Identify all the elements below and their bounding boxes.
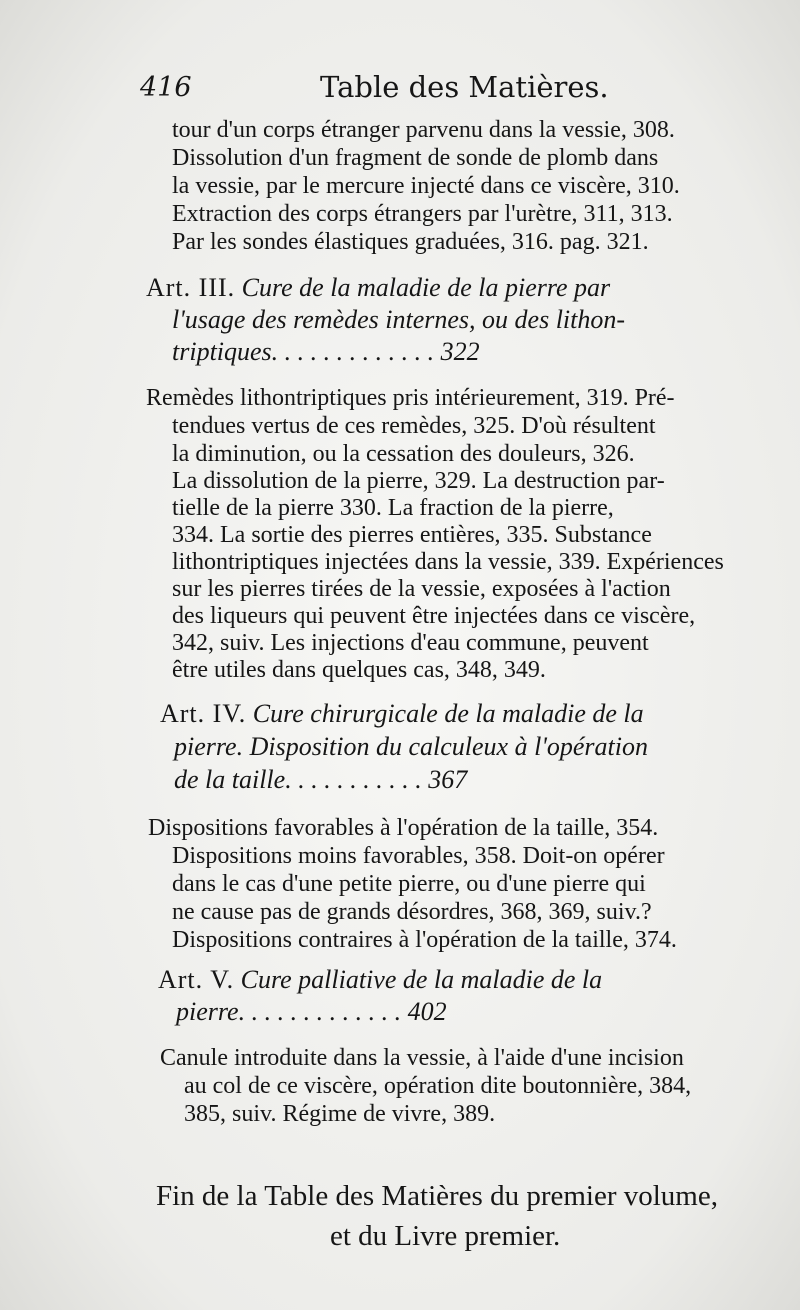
entry-line: La dissolution de la pierre, 329. La destruction par- <box>172 468 665 494</box>
article-3-title-end: triptiques. . . . . . . . . . . . . 322 <box>172 337 480 366</box>
entry-line: être utiles dans quelques cas, 348, 349. <box>172 657 546 683</box>
entry-line: la vessie, par le mercure injecté dans ce viscère, 310. <box>172 173 680 199</box>
entry-line: Dispositions favorables à l'opération de la taille, 354. <box>148 815 659 841</box>
entry-line: tendues vertus de ces remèdes, 325. D'où résultent <box>172 413 656 439</box>
article-4-heading <box>160 700 644 728</box>
article-4-title-end: de la taille. . . . . . . . . . . 367 <box>174 765 468 794</box>
page-header <box>140 70 620 116</box>
entry-line: Remèdes lithontriptiques pris intérieurement, 319. Pré- <box>146 385 675 411</box>
running-title: Table des Matières. <box>320 70 609 104</box>
entry-line: tour d'un corps étranger parvenu dans la vessie, 308. <box>172 117 675 143</box>
entry-line: tielle de la pierre 330. La fraction de la pierre, <box>172 495 614 521</box>
article-3-label: Art. III. <box>146 273 236 302</box>
article-5-title-end: pierre. . . . . . . . . . . . . 402 <box>176 997 447 1026</box>
entry-line: la diminution, ou la cessation des douleurs, 326. <box>172 441 635 467</box>
entry-line: Dispositions moins favorables, 358. Doit-on opérer <box>172 843 665 869</box>
entry-line: dans le cas d'une petite pierre, ou d'une pierre qui <box>172 871 646 897</box>
article-5-heading <box>158 966 602 994</box>
entry-line: ne cause pas de grands désordres, 368, 369, suiv.? <box>172 899 652 925</box>
entry-line: Dispositions contraires à l'opération de la taille, 374. <box>172 927 677 953</box>
entry-line: des liqueurs qui peuvent être injectées dans ce viscère, <box>172 603 696 629</box>
article-5-title: Cure palliative de la maladie de la <box>240 965 603 994</box>
entry-line: Dissolution d'un fragment de sonde de plomb dans <box>172 145 659 171</box>
closing-line-2: et du Livre premier. <box>330 1220 561 1252</box>
entry-line: Par les sondes élastiques graduées, 316. pag. 321. <box>172 229 649 255</box>
article-4-label: Art. IV. <box>160 699 247 728</box>
article-3-heading <box>146 274 610 302</box>
article-4-title: Cure chirurgicale de la maladie de la <box>252 699 644 728</box>
article-5-label: Art. V. <box>158 965 235 994</box>
entry-line: 342, suiv. Les injections d'eau commune, peuvent <box>172 630 649 656</box>
entry-line: Canule introduite dans la vessie, à l'aide d'une incision <box>160 1045 684 1071</box>
page-number: 416 <box>140 72 192 103</box>
entry-line: Extraction des corps étrangers par l'urètre, 311, 313. <box>172 201 673 227</box>
entry-line: 334. La sortie des pierres entières, 335. Substance <box>172 522 652 548</box>
article-4-title-cont: pierre. Disposition du calculeux à l'opération <box>174 732 648 761</box>
article-3-title: Cure de la maladie de la pierre par <box>241 273 611 302</box>
closing-line-1: Fin de la Table des Matières du premier volume, <box>156 1180 718 1212</box>
article-3-title-cont: l'usage des remèdes internes, ou des lithon- <box>172 305 626 334</box>
entry-line: au col de ce viscère, opération dite boutonnière, 384, <box>184 1073 692 1099</box>
entry-line: lithontriptiques injectées dans la vessie, 339. Expériences <box>172 549 724 575</box>
entry-line: 385, suiv. Régime de vivre, 389. <box>184 1101 496 1127</box>
entry-line: sur les pierres tirées de la vessie, exposées à l'action <box>172 576 671 602</box>
